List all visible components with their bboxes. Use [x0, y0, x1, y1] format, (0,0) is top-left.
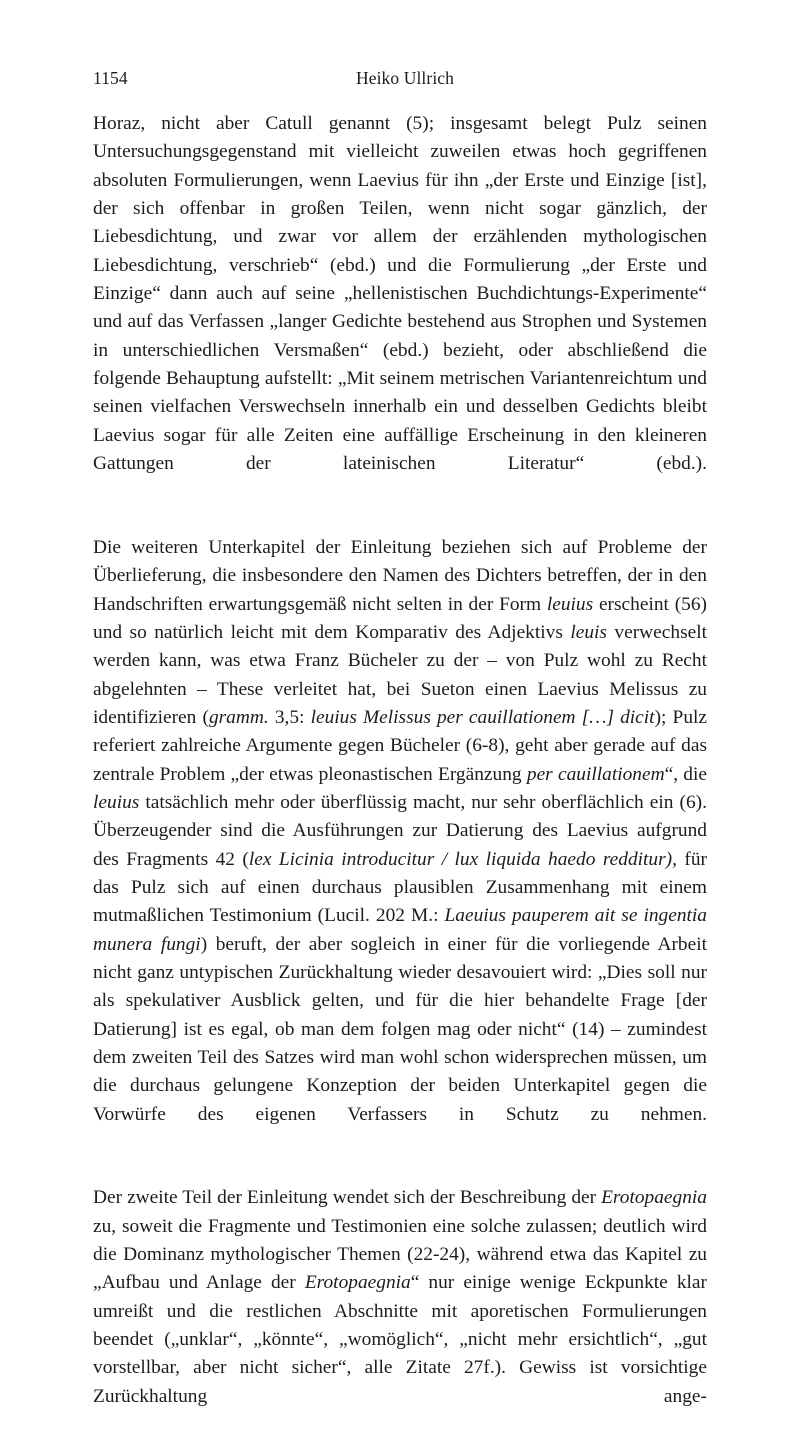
italic-run: leuis — [570, 621, 607, 643]
paragraph-2 — [93, 534, 707, 1158]
text-run: erscheint (56) und so natürlich leicht mit dem Komparativ des Adjektivs — [93, 593, 707, 643]
italic-run: per cauillationem — [526, 763, 665, 785]
italic-run: leuius — [546, 593, 594, 615]
italic-run: lex Licinia introducitur / lux liquida haedo redditur), — [248, 848, 677, 870]
text-run: “, die — [664, 763, 708, 785]
italic-run: Erotopaegnia — [304, 1272, 411, 1294]
text-run: verwechselt werden kann, was etwa Franz Bücheler zu der – von Pulz wohl zu Recht abgelehnten – These verleitet hat, bei Sueton einen Laevius Melissus zu identifizieren ( — [93, 621, 708, 728]
text-run: für das Pulz sich auf einen durchaus plausiblen Zusammenhang mit einem mutmaßlichen Testimonium (Lucil. 202 M.: — [93, 848, 708, 927]
text-run: “ nur einige wenige Eckpunkte klar umreißt und die restlichen Abschnitte mit aporetischen Formulierungen beendet („unklar“, „könnte“, „womöglich“, „nicht mehr ersichtlich“, „gut vorstellbar, aber nicht sicher“, alle Zitate 27f.). Gewiss ist vorsichtige Zurückhaltung ange- — [93, 1272, 707, 1407]
text-run: ); Pulz referiert zahlreiche Argumente gegen Bücheler (6-8), geht aber gerade auf das zentrale Problem „der etwas pleonastischen Ergänzung — [93, 706, 708, 785]
paragraph-3 — [93, 1184, 707, 1439]
text-run: der Erste und Einzige [ist], der sich offenbar in großen Teilen, wenn nicht sogar gänzlich, der Liebesdichtung, und zwar vor allem der erzählenden mythologischen Liebesdichtung, verschrieb“ (ebd.) und die Formulierung „der Erste und Einzige“ dann auch auf seine „hellenistischen Buchdichtungs-Experimente“ und auf das Verfassen „langer Gedichte bestehend aus Strophen und Systemen in unterschiedlichen Versmaßen“ (ebd.) bezieht, oder abschließend die folgende Behauptung aufstellt: „Mit seinem metrischen Variantenreichtum und seinen vielfachen Verswechseln innerhalb ein und desselben Gedichts bleibt Laevius sogar für alle Zeiten eine auffällige Erscheinung in den kleineren Gattungen der lateinischen Literatur“ (ebd.). — [93, 169, 707, 475]
text-run: 3,5: — [268, 706, 311, 728]
italic-run: gramm. — [208, 706, 269, 728]
folio-number: 1154 — [93, 68, 128, 88]
text-run: Der zweite Teil der Einleitung wendet sich der Beschreibung der — [93, 1187, 602, 1209]
text-run: zu, soweit die Fragmente und Testimonien eine solche zulassen; deutlich wird die Dominanz mythologischer Themen (22-24), während etwa das Kapitel zu „Aufbau und Anlage der — [93, 1215, 707, 1294]
running-head-title: Heiko Ullrich — [355, 68, 454, 88]
paragraph-1 — [93, 110, 707, 507]
text-run: Die weiteren Unterkapitel der Einleitung beziehen sich auf Probleme der Überlieferung, die insbesondere den Namen des Dichters betreffen, der in den Handschriften erwartungsgemäß nicht selten in der Form — [93, 536, 707, 615]
page-header — [93, 66, 707, 90]
text-run: Horaz, nicht aber Catull genannt (5); insgesamt belegt Pulz seinen Untersuchungsgegenstand mit vielleicht zuweilen etwas hoch gegriffenen absoluten Formulierungen, wenn Laevius für ihn „ — [93, 113, 707, 191]
text-run: tatsächlich mehr oder überflüssig macht, nur sehr oberflächlich ein (6). Überzeugender sind die Ausführungen zur Datierung des Laevius aufgrund des Fragments 42 ( — [93, 791, 707, 870]
text-run: ) beruft, der aber sogleich in einer für die vorliegende Arbeit nicht ganz untypischen Zurückhaltung wieder desavouiert wird: „Dies soll nur als spekulativer Ausblick gelten, und für die hier behandelte Frage [der Datierung] ist es egal, ob man dem folgen mag oder nicht“ (14) – zumindest dem zweiten Teil des Satzes wird man wohl schon widersprechen müssen, um die durchaus gelungene Konzeption der beiden Unterkapitel gegen die Vorwürfe des eigenen Verfassers in Schutz zu nehmen. — [93, 933, 707, 1125]
italic-run: Laeuius pauperem ait se ingentia munera fungi — [93, 905, 707, 955]
italic-run: leuius — [93, 791, 140, 813]
italic-run: leuius Melissus per cauillationem […] dicit — [310, 706, 655, 728]
italic-run: Erotopaegnia — [601, 1187, 707, 1209]
body-text-block — [93, 110, 707, 1439]
